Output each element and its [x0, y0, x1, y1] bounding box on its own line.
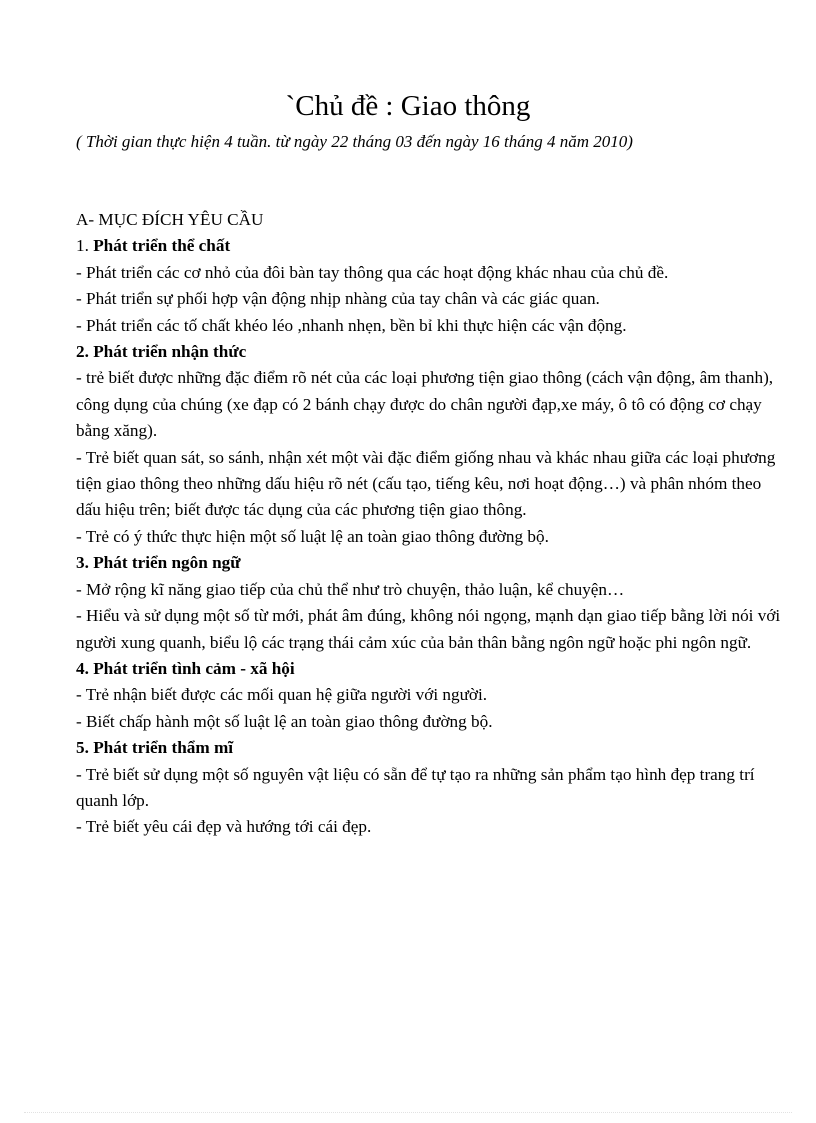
section-a-heading: A- MỤC ĐÍCH YÊU CẦU	[76, 210, 264, 229]
section-5-heading	[76, 735, 782, 761]
section-5-item: - Trẻ biết yêu cái đẹp và hướng tới cái đẹp.	[76, 817, 372, 837]
section-2-item: - Trẻ biết quan sát, so sánh, nhận xét một vài đặc điểm giống nhau và khác nhau giữa các loại phương tiện giao thông theo những dấu hiệu rõ nét (cấu tạo, tiếng kêu, nơi hoạt động…) và phân nhóm theo dấu hiệu trên; biết được tác dụng của các phương tiện giao thông.	[76, 447, 776, 520]
section-1-heading	[76, 233, 782, 259]
section-2-title: Phát triển nhận thức	[93, 342, 247, 362]
page-subtitle: ( Thời gian thực hiện 4 tuần. từ ngày 22 tháng 03 đến ngày 16 tháng 4 năm 2010)	[76, 132, 633, 151]
section-4-item: - Biết chấp hành một số luật lệ an toàn giao thông đường bộ.	[76, 711, 493, 731]
section-4-number: 4.	[76, 658, 89, 678]
section-2-item: - trẻ biết được những đặc điểm rõ nét của các loại phương tiện giao thông (cách vận động, âm thanh), công dụng của chúng (xe đạp có 2 bánh chạy được do chân người đạp,xe máy, ô tô có động cơ chạy bằng xăng).	[76, 368, 774, 441]
section-1-item: - Phát triển sự phối hợp vận động nhịp nhàng của tay chân và các giác quan.	[76, 289, 600, 309]
section-2-item: - Trẻ có ý thức thực hiện một số luật lệ an toàn giao thông đường bộ.	[76, 526, 549, 546]
section-5-number: 5.	[76, 738, 89, 758]
section-3-number: 3.	[76, 553, 89, 573]
section-3-heading	[76, 550, 782, 576]
section-2-heading	[76, 339, 782, 365]
page-title: `Chủ đề : Giao thông	[285, 90, 531, 122]
section-1-item: - Phát triển các cơ nhỏ của đôi bàn tay thông qua các hoạt động khác nhau của chủ đề.	[76, 262, 669, 282]
section-3-item: - Mở rộng kĩ năng giao tiếp của chủ thể như trò chuyện, thảo luận, kể chuyện…	[76, 579, 625, 599]
page-bottom-divider	[24, 1112, 792, 1113]
section-5-title: Phát triển thẩm mĩ	[93, 738, 234, 758]
section-1-title: Phát triển thể chất	[93, 236, 231, 256]
section-4-title: Phát triển tình cảm - xã hội	[93, 658, 295, 678]
section-4-item: - Trẻ nhận biết được các mối quan hệ giữa người với người.	[76, 685, 488, 705]
section-4-heading	[76, 656, 782, 682]
section-1-number: 1.	[76, 236, 89, 256]
document-body	[76, 207, 782, 841]
section-5-item: - Trẻ biết sử dụng một số nguyên vật liệu có sẵn để tự tạo ra những sản phẩm tạo hình đẹp trang trí quanh lớp.	[76, 764, 755, 810]
section-1-item: - Phát triển các tố chất khéo léo ,nhanh nhẹn, bền bỉ khi thực hiện các vận động.	[76, 315, 627, 335]
section-2-number: 2.	[76, 342, 89, 362]
section-3-title: Phát triển ngôn ngữ	[93, 553, 241, 573]
section-3-item: - Hiểu và sử dụng một số từ mới, phát âm đúng, không nói ngọng, mạnh dạn giao tiếp bằng lời nói với người xung quanh, biểu lộ các trạng thái cảm xúc của bản thân bằng ngôn ngữ hoặc phi ngôn ngữ.	[76, 606, 781, 652]
